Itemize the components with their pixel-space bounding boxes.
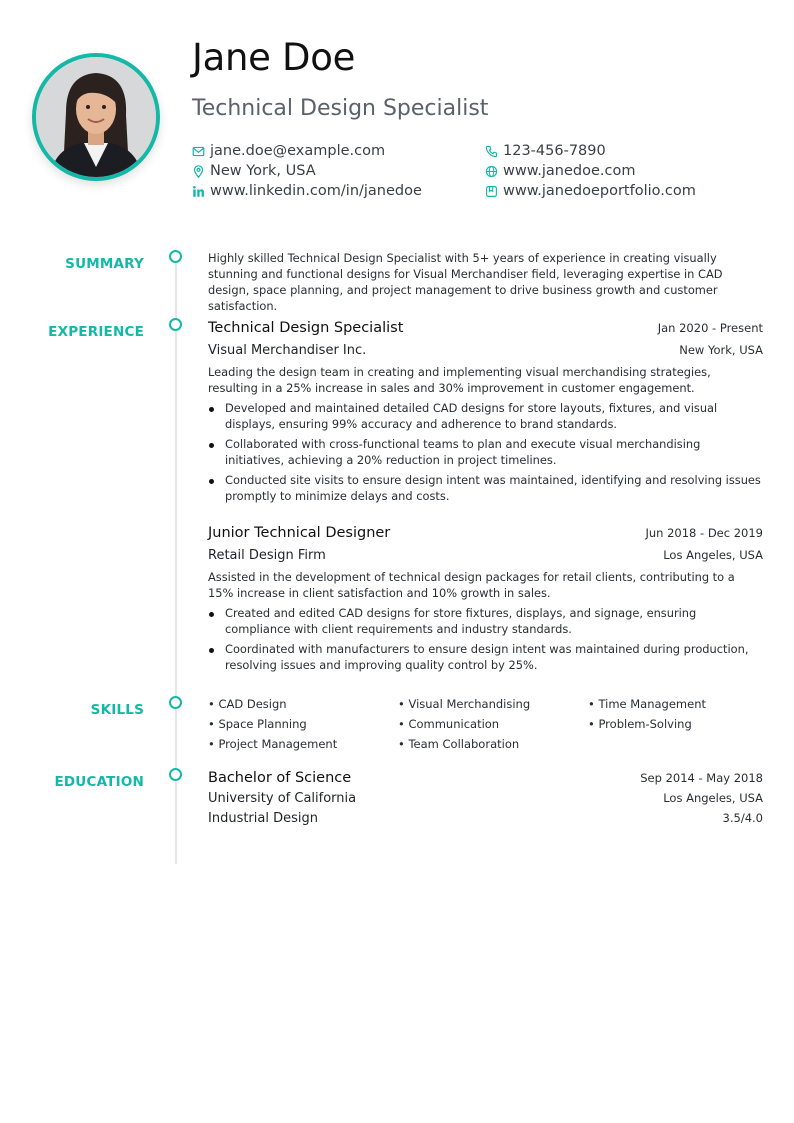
- skill-item: • Team Collaboration: [398, 736, 588, 752]
- section-label-experience: EXPERIENCE: [48, 324, 144, 340]
- phone-icon: [485, 145, 498, 158]
- school: University of California: [208, 791, 357, 806]
- job-company: Visual Merchandiser Inc.: [208, 343, 367, 358]
- job-dates: Jan 2020 - Present: [657, 321, 763, 335]
- timeline-dot-summary: [169, 250, 182, 263]
- job-location: New York, USA: [679, 343, 763, 357]
- skill-item: • Problem-Solving: [588, 716, 768, 732]
- skill-item: • CAD Design: [208, 696, 398, 712]
- job-bullet: Developed and maintained detailed CAD designs for store layouts, fixtures, and visual displays, ensuring 99% accuracy and adherence to brand standards.: [208, 400, 763, 432]
- avatar-illustration: [36, 57, 156, 177]
- job-bullet: Collaborated with cross-functional teams to plan and execute visual merchandising initiatives, achieving a 20% reduction in project timelines.: [208, 436, 763, 468]
- job-company: Retail Design Firm: [208, 548, 326, 563]
- experience-entry: [208, 320, 763, 508]
- section-label-summary: SUMMARY: [65, 256, 144, 272]
- job-dates: Jun 2018 - Dec 2019: [645, 526, 763, 540]
- job-title: Technical Design Specialist: [208, 320, 404, 336]
- job-description: Assisted in the development of technical design packages for retail clients, contributing to a 15% increase in client satisfaction and 10% growth in sales.: [208, 570, 735, 600]
- mail-icon: [192, 145, 205, 158]
- email-text: jane.doe@example.com: [210, 143, 386, 159]
- linkedin-icon: [192, 185, 205, 198]
- phone-text: 123-456-7890: [503, 143, 606, 159]
- map-pin-icon: [192, 165, 205, 178]
- contact-location: [192, 163, 316, 179]
- section-label-skills: SKILLS: [90, 702, 144, 718]
- education-dates: Sep 2014 - May 2018: [640, 771, 763, 785]
- contact-website[interactable]: [485, 163, 635, 179]
- skill-item: • Time Management: [588, 696, 768, 712]
- contact-email[interactable]: [192, 143, 385, 159]
- location-text: New York, USA: [210, 163, 316, 179]
- skill-item: • Space Planning: [208, 716, 398, 732]
- timeline-dot-experience: [169, 318, 182, 331]
- globe-icon: [485, 165, 498, 178]
- job-title: Junior Technical Designer: [208, 525, 391, 541]
- skills-list: [208, 696, 768, 752]
- gpa: 3.5/4.0: [722, 811, 763, 825]
- website-text: www.janedoe.com: [503, 163, 636, 179]
- profile-photo: [32, 53, 160, 181]
- contact-phone[interactable]: [485, 143, 606, 159]
- education-entry: [208, 770, 763, 831]
- linkedin-text: www.linkedin.com/in/janedoe: [210, 183, 422, 199]
- experience-entry: [208, 525, 763, 677]
- job-location: Los Angeles, USA: [663, 548, 763, 562]
- portfolio-icon: [485, 185, 498, 198]
- job-bullet: Conducted site visits to ensure design intent was maintained, identifying and resolving issues promptly to minimize delays and costs.: [208, 472, 763, 504]
- section-label-education: EDUCATION: [54, 774, 144, 790]
- summary-text: Highly skilled Technical Design Specialist with 5+ years of experience in creating visually stunning and functional designs for Visual Merchandiser field, leveraging expertise in CAD design, space planning, and project management to drive business growth and customer satisfaction.: [208, 251, 723, 313]
- contact-linkedin[interactable]: [192, 183, 422, 199]
- timeline-dot-education: [169, 768, 182, 781]
- candidate-name: Jane Doe: [192, 36, 356, 79]
- skill-item: • Project Management: [208, 736, 398, 752]
- portfolio-text: www.janedoeportfolio.com: [503, 183, 696, 199]
- skill-item: • Visual Merchandising: [398, 696, 588, 712]
- contact-portfolio[interactable]: [485, 183, 696, 199]
- field-of-study: Industrial Design: [208, 811, 318, 826]
- job-bullets: [208, 605, 763, 673]
- timeline-dot-skills: [169, 696, 182, 709]
- job-description: Leading the design team in creating and implementing visual merchandising strategies, resulting in a 25% increase in sales and 30% improvement in customer engagement.: [208, 365, 711, 395]
- job-bullets: [208, 400, 763, 504]
- school-location: Los Angeles, USA: [663, 791, 763, 805]
- job-bullet: Coordinated with manufacturers to ensure design intent was maintained during production, resolving issues and improving quality control by 25%.: [208, 641, 763, 673]
- degree: Bachelor of Science: [208, 770, 352, 786]
- skill-item: • Communication: [398, 716, 588, 732]
- job-bullet: Created and edited CAD designs for store fixtures, displays, and signage, ensuring compliance with client requirements and industry standards.: [208, 605, 763, 637]
- candidate-title: Technical Design Specialist: [192, 96, 489, 121]
